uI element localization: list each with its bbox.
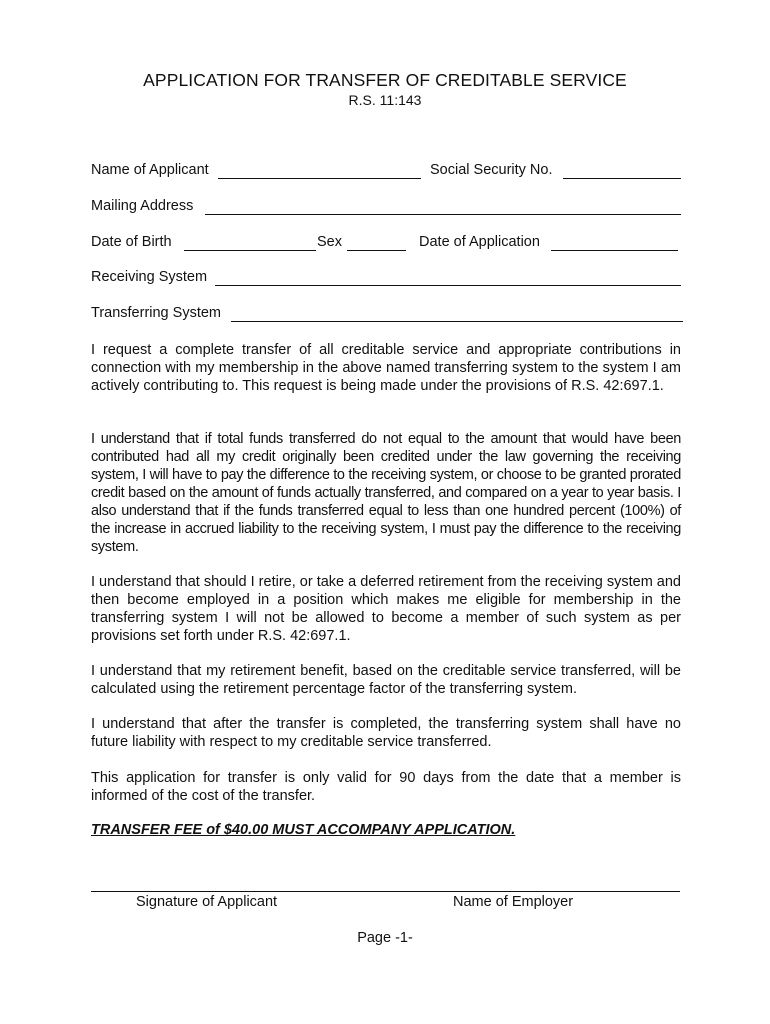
paragraph-transfer-request: I request a complete transfer of all creditable service and appropriate contributions in connection with my membership in the above named transferring system to the system I am actively contributing to. This request is being made under the provisions of R.S. 42:697.1. [91, 342, 681, 394]
paragraph-funds-difference: I understand that if total funds transferred do not equal to the amount that would have been contributed had all my credit originally been credited under the law governing the receiving system, I will have to pay the difference to the receiving system, or choose to be granted prorated credit based on the amount of funds actually transferred, and compared on a year to year basis. I also understand that if the funds transferred equal to less than one hundred percent (100%) of the increase in accrued liability to the receiving system, I must pay the difference to the receiving system. [91, 431, 681, 555]
social-security-field[interactable] [563, 178, 681, 179]
social-security-label: Social Security No. [430, 162, 553, 178]
receiving-system-field[interactable] [215, 285, 681, 286]
form-title: APPLICATION FOR TRANSFER OF CREDITABLE SERVICE [143, 70, 627, 90]
sex-field[interactable] [347, 250, 406, 251]
mailing-address-label: Mailing Address [91, 198, 194, 214]
paragraph-retirement-membership: I understand that should I retire, or take a deferred retirement from the receiving system and then become employed in a position which makes me eligible for membership in the transferring system I will not be allowed to become a member of such system as per provisions set forth under R.S. 42:697.1. [91, 574, 681, 644]
birth-sex-row [91, 234, 683, 254]
receiving-system-row [91, 269, 683, 289]
transferring-system-label: Transferring System [91, 305, 221, 321]
applicant-row [91, 162, 683, 182]
paragraph-validity: This application for transfer is only valid for 90 days from the date that a member is informed of the cost of the transfer. [91, 770, 681, 804]
name-of-applicant-field[interactable] [218, 178, 421, 179]
date-of-birth-field[interactable] [184, 250, 316, 251]
receiving-system-label: Receiving System [91, 269, 208, 285]
date-of-application-field[interactable] [551, 250, 678, 251]
date-of-birth-label: Date of Birth [91, 234, 172, 250]
transferring-system-field[interactable] [231, 321, 683, 322]
paragraph-future-liability: I understand that after the transfer is completed, the transferring system shall have no future liability with respect to my creditable service transferred. [91, 716, 681, 750]
mailing-address-field[interactable] [205, 214, 681, 215]
transferring-system-row [91, 305, 683, 325]
page-number: Page -1- [357, 930, 413, 946]
signature-line[interactable] [91, 891, 680, 892]
date-of-application-label: Date of Application [419, 234, 540, 250]
mailing-address-row [91, 198, 683, 218]
name-of-employer-label: Name of Employer [453, 894, 574, 910]
sex-label: Sex [317, 234, 342, 250]
signature-of-applicant-label: Signature of Applicant [136, 894, 278, 910]
statute-reference: R.S. 11:143 [348, 92, 422, 108]
transfer-fee-notice: TRANSFER FEE of $40.00 MUST ACCOMPANY APPLICATION. [91, 822, 516, 838]
paragraph-benefit-calculation: I understand that my retirement benefit, based on the creditable service transferred, will be calculated using the retirement percentage factor of the transferring system. [91, 663, 681, 697]
name-of-applicant-label: Name of Applicant [91, 162, 209, 178]
